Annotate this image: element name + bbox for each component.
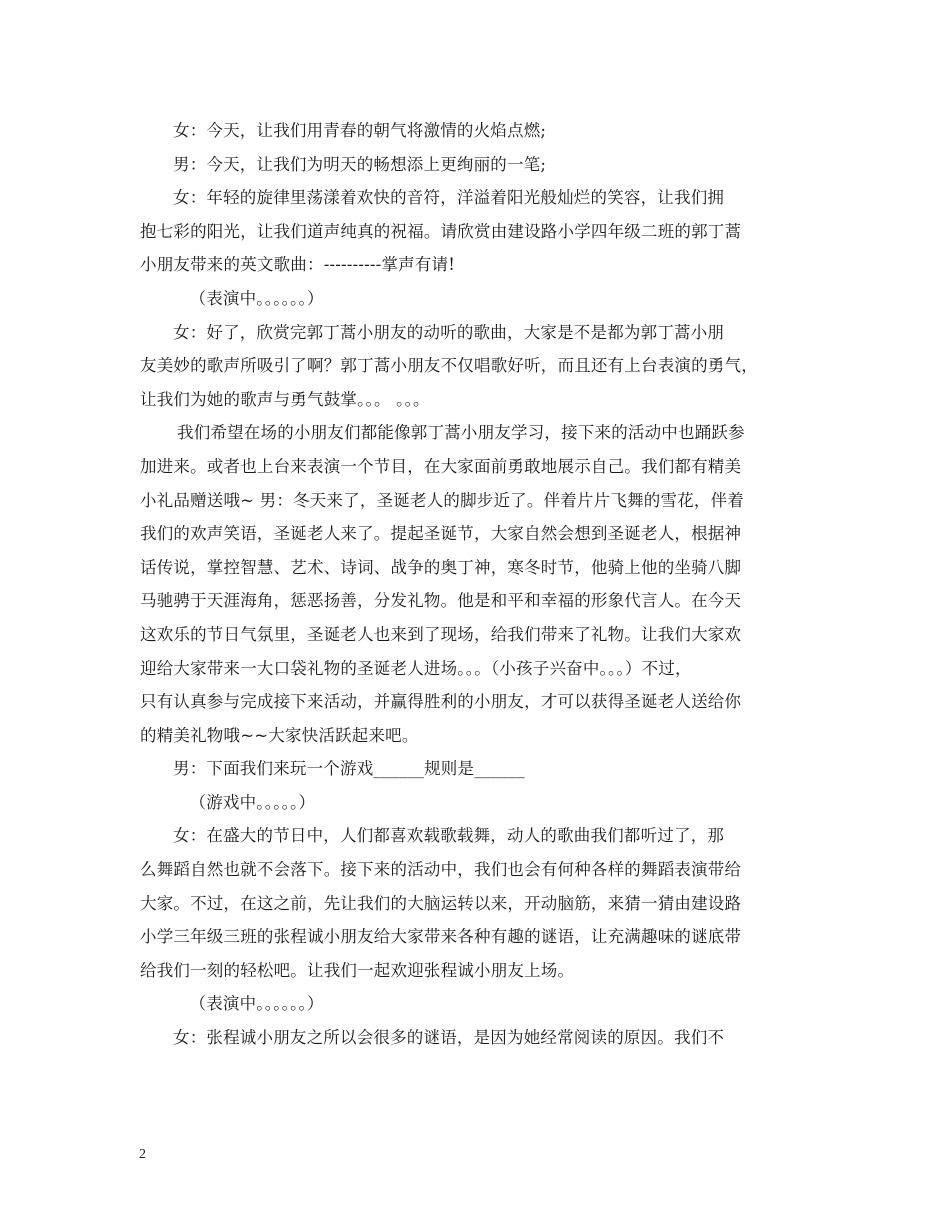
paragraph [140,752,820,786]
paragraph [140,1021,820,1055]
text-line: 让我们为她的歌声与勇气鼓掌。。。 。。。 [140,389,430,409]
paragraph [140,416,820,752]
text-line: 我们的欢声笑语，圣诞老人来了。提起圣诞节，大家自然会想到圣诞老人，根据神 [140,524,742,544]
text-line: 大家。不过，在这之前，先让我们的大脑运转以来，开动脑筋，来猜一猜由建设路 [140,893,742,913]
text-line: 这欢乐的节日气氛里，圣诞老人也来到了现场，给我们带来了礼物。让我们大家欢 [140,624,742,644]
paragraph [140,181,820,282]
text-line: （游戏中。。。。。） [189,792,316,812]
text-line: 女：张程诚小朋友之所以会很多的谜语，是因为她经常阅读的原因。我们不 [173,1028,725,1048]
text-line: 给我们一刻的轻松吧。让我们一起欢迎张程诚小朋友上场。 [140,960,575,980]
paragraph [140,819,820,987]
text-line: 我们希望在场的小朋友们都能像郭丁蒿小朋友学习，接下来的活动中也踊跃参 [177,423,745,443]
text-line: 小礼品赠送哦~ 男：冬天来了，圣诞老人的脚步近了。伴着片片飞舞的雪花，伴着 [140,490,744,510]
text-line: 男：今天，让我们为明天的畅想添上更绚丽的一笔; [173,154,547,174]
text-line: 女：年轻的旋律里荡漾着欢快的音符，洋溢着阳光般灿烂的笑容，让我们拥 [173,188,725,208]
paragraph [140,148,820,182]
text-line: 女：好了，欣赏完郭丁蒿小朋友的动听的歌曲，大家是不是都为郭丁蒿小朋 [173,322,725,342]
text-line: 女：在盛大的节日中，人们都喜欢载歌载舞，动人的歌曲我们都听过了，那 [173,826,725,846]
document-body [140,114,820,1055]
paragraph [140,987,820,1021]
text-line: 迎给大家带来一大口袋礼物的圣诞老人进场。。。（小孩子兴奋中。。。）不过， [140,658,692,678]
text-line: 话传说，掌控智慧、艺术、诗词、战争的奥丁神，寒冬时节，他骑上他的坐骑八脚 [140,557,742,577]
paragraph [140,282,820,316]
text-line: 么舞蹈自然也就不会落下。接下来的活动中，我们也会有何种各样的舞蹈表演带给 [140,860,742,880]
paragraph [140,316,820,417]
text-line: 加进来。或者也上台来表演一个节目，在大家面前勇敢地展示自己。我们都有精美 [140,456,742,476]
text-line: 男：下面我们来玩一个游戏______规则是______ [173,759,525,779]
text-line: （表演中。。。。。。） [189,994,324,1014]
text-line: 的精美礼物哦~~大家快活跃起来吧。 [140,725,419,745]
text-line: 马驰骋于天涯海角，惩恶扬善，分发礼物。他是和平和幸福的形象代言人。在今天 [140,591,742,611]
text-line: 小朋友带来的英文歌曲：----------掌声有请! [140,255,456,275]
paragraph [140,114,820,148]
page-number: 2 [139,1147,146,1162]
text-line: 女：今天，让我们用青春的朝气将激情的火焰点燃; [173,121,547,140]
text-line: 只有认真参与完成接下来活动，并赢得胜利的小朋友，才可以获得圣诞老人送给你 [140,692,742,712]
text-line: 友美妙的歌声所吸引了啊？郭丁蒿小朋友不仅唱歌好听，而且还有上台表演的勇气， [140,356,758,376]
text-line: 小学三年级三班的张程诚小朋友给大家带来各种有趣的谜语，让充满趣味的谜底带 [140,927,742,947]
paragraph [140,786,820,820]
text-line: （表演中。。。。。。） [189,288,324,308]
text-line: 抱七彩的阳光，让我们道声纯真的祝福。请欣赏由建设路小学四年级二班的郭丁蒿 [140,221,742,241]
